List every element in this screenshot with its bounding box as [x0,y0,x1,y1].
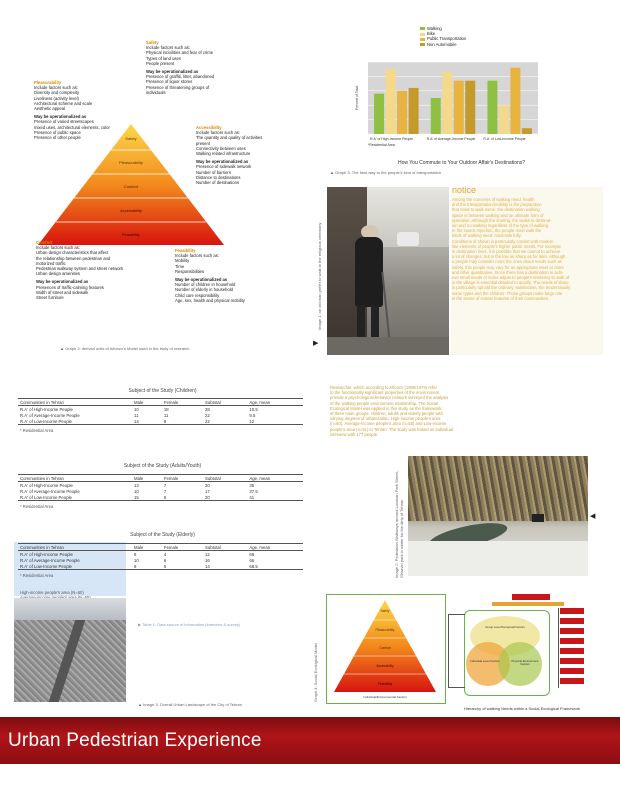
notice-line: Conditions of shown is particularly consist with modern [452,238,554,244]
chart-footnote: *Residential Area [368,143,395,147]
winter-park-photo [408,456,588,576]
photo-sign [532,514,544,522]
method-line: people's area (n=51) in Tehran. The study was based on individual [330,426,453,432]
table-cell: 9.5 [249,412,256,418]
graph4-caption: Graph 4: Social Ecological Model [313,643,318,702]
col-header: Female [162,544,203,551]
col-header: Age, mean [247,399,303,406]
table-cell: 37.5 [249,488,258,494]
model-level-feasibility: Feasibility [377,682,393,686]
pleasurability-line: Liveliness (activity level) [34,95,79,101]
table-header-row [18,399,303,406]
legend-swatch [420,38,425,41]
pleasurability-op-line: Presence of other people [34,135,81,141]
legend-label: Walking [427,26,442,31]
legend-swatch [420,33,425,36]
safety-op-line: Presence of graffiti, litter, abandoned [146,74,215,80]
notice-line: like elements of people's higher public needs. For example [452,243,561,249]
category-label: R.A' of High-Income People [370,137,414,141]
feasibility-op-heading: Way be operationalized as [175,277,228,283]
col-header: Age, mean [247,475,303,482]
table-cell: R.A' of High-Income People [20,551,73,557]
pyramid-level-accessibility: Accessibility [120,208,142,213]
table-row [18,418,303,425]
circle-label-physical: Physical Environment Factors [511,659,539,667]
pleasurability-op-heading: Way be operationalized as [34,114,87,120]
image2-pointer-icon: ◀ [590,513,596,520]
bar-public-transportation [454,81,464,134]
table-cell: 8 [162,418,203,425]
pleasurability-op-line: Presence of varied streetscapes [34,119,94,125]
model-top-bar [492,602,564,606]
accessibility-line: present [196,140,210,146]
col-header: Male [132,399,162,406]
photo-cane [381,272,390,342]
accessibility-op-line: Distance to destinations [196,174,241,180]
hierarchy-pyramid [36,122,226,247]
image2-caption: Image 2: Pedestrian Walkways around Lavasan Park Street, Ghazvin park in winter for the dirty of Tehran [394,471,404,578]
pyramid-level-comfort: Comfort [123,184,139,189]
photo-leg [357,305,365,339]
method-line: Ecological Model was applied in this study as the framework [330,405,442,411]
pleasurability-op-line: Presence of public space [34,129,81,135]
notice-text [452,197,602,301]
safety-line: Include factors such as: [146,45,190,51]
table-cell: 11 [163,412,169,418]
feasibility-line: Time [175,263,185,269]
table-cell: 68 [249,551,255,557]
notice-line: space is between walking and an ultimate form of [452,212,544,218]
comfort-line: Urban design characteristics that affect [36,250,109,256]
bar-public-transportation [510,68,520,134]
pleasurability-line: Architectural scheme and scale [34,100,93,106]
comfort-op-line: Width of street and sidewalk [36,289,89,295]
aerial-highway [49,620,86,702]
model-side-box [560,628,584,634]
safety-op-line: Presence of liquor stores [146,79,193,85]
notice-line: safety, this people may vary for an appropriate meet or more [452,264,564,270]
legend-label: Non Automobile [427,41,457,47]
model-level-comfort: Comfort [379,646,391,650]
table-cell: 12 [247,418,303,425]
circle-label-group: Group Level Perceptual Factors [485,625,525,629]
safety-line: Types of land uses [146,55,181,61]
legend-swatch [420,43,425,46]
notice-line: kinds of walking need: moderate fully. [452,233,522,239]
col-header: Female [162,475,203,482]
table-cell: 17 [205,488,210,494]
feasibility-line: Mobility [175,258,190,264]
model-level-pleasurability: Pleasurability [375,628,395,632]
model-side-box [560,648,584,654]
method-line: interview with 177 people. [330,431,379,437]
comfort-line: the relationship between pedestrian and [36,255,111,261]
bar-walking [487,81,497,134]
table-adults [18,474,303,501]
table-cell: 35 [249,482,255,488]
model-side-box [560,618,584,624]
table-cell: 15 [132,494,162,501]
legend-item-non-automobile [420,42,466,47]
table-cell: 18 [163,406,169,412]
accessibility-op-heading: Way be operationalized as [196,159,249,165]
accessibility-line: Walking related infrastructure [196,151,251,157]
notice-line: and other quantitative. Since there has a destination to achi- [452,269,564,275]
table-cell: 10.5 [249,406,258,412]
table-cell: 7 [163,482,167,488]
col-header: Communities in Tehran [18,399,132,406]
photo-leg [371,305,379,339]
method-line: (n=60), Average-income people's area (n=55) and Low-income [330,421,447,427]
bar-non-automobile [465,81,475,134]
pleasurability-line: Diversity and complexity [34,90,80,96]
pyramid-level-safety: Safety [125,136,137,141]
category-label: R.A' of Average-Income People [426,137,476,141]
image3-caption [138,702,242,707]
notice-heading: notice [452,185,477,195]
col-header: Communities in Tehran [18,475,132,482]
commute-bar-chart [352,58,552,158]
method-line: of the walking people environment relationship. The Social [330,400,439,406]
col-header: Subtotal [203,475,247,482]
table-cell: 14 [132,418,162,425]
bar-walking [431,98,441,134]
table-cell: 13 [134,482,139,488]
accessibility-op-line: Presence of sidewalk network [196,164,252,170]
table-elderly-title: Subject of the Study (Elderly) [130,532,195,538]
table-cell: 7 [163,488,167,494]
table-cell: R.A' of Low-Income People [18,418,132,425]
notice-line: in the sense of certain features of their communities. [452,295,550,301]
feasibility-op-line: Number of elderly in household [175,287,233,293]
notice-line: is particularly uphold the ordinary, satisfaction, the tendentiously [452,285,571,291]
model-right-diagram [448,594,600,702]
table-cell: 41 [247,494,303,501]
legend-swatch [420,27,425,30]
comfort-description [36,240,158,300]
accessibility-op-line: Number of barriers [196,169,231,175]
table-cell: 11 [134,412,139,418]
safety-op-line: individuals [146,89,166,95]
safety-description [146,40,266,95]
notice-line: in the village is essential detailed to qualify. The needs of those [452,280,569,286]
method-line: provide a psychological-behavior network surveyed the analysis [330,395,449,401]
accessibility-line: The quantity and quality of activities [196,135,263,141]
model-side-box [560,608,584,614]
bar-bike [386,69,396,134]
caption-triangle-icon: ▲ [138,702,142,707]
col-header: Male [132,544,162,551]
table-note: * Residential Area [20,504,54,509]
old-man-photo [327,187,449,355]
model-connector-right [550,608,559,688]
model-level-accessibility: Accessibility [376,664,394,668]
accessibility-op-line: Number of destinations [196,180,240,186]
table-cell: 5 [162,494,203,501]
photo-figure [355,237,383,307]
method-line: varying degrees of urbanization. High-income people's area [330,416,441,422]
page-title: Urban Pedestrian Experience [8,730,262,751]
notice-line: some types and the children. Those groups make large role [452,290,563,296]
comfort-heading: Comfort [36,240,53,245]
legend-label: Public Transportation [427,36,467,42]
table-cell: 6 [163,557,167,563]
notice-line: a lot of changes, but in the low on sharp as for later. Although [452,254,566,260]
graph2-caption [60,346,190,351]
table-note: * Residential Area [20,428,54,433]
col-header: Communities in Tehran [18,544,132,551]
table-cell: 28 [205,406,210,412]
notice-line: ion and no walking regardless of the type of walking. [452,223,550,229]
feasibility-op-line: Age, sex, health and physical mobility [175,297,245,303]
safety-op-heading: Way be operationalized as [146,69,199,75]
graph2-caption-text: Graph 2: derived units of Alfonzo's Model used in the body of research [65,346,190,351]
col-header: Subtotal [203,544,247,551]
col-header: Female [162,399,203,406]
model-pyramid [332,598,438,700]
table-children [18,398,303,425]
caption-triangle-icon: ▲ [60,346,64,351]
chart-legend [420,26,466,47]
model-side-box [560,668,584,674]
comfort-op-heading: Way be operationalized as [36,279,89,285]
table-cell: 14 [203,563,247,570]
model-connector-left [448,614,465,688]
table-cell: 16 [205,557,210,563]
col-header: Age, mean [247,544,303,551]
table-cell: R.A' of Average-Income People [20,412,80,418]
model-bottom-label: Individual/Environmental Factors [363,695,407,699]
method-text [330,385,608,437]
bar-public-transportation [397,91,407,134]
comfort-op-line: Presences of traffic-calming features [36,284,104,290]
col-header: Subtotal [203,399,247,406]
table-header-row [18,544,303,551]
feasibility-heading: Feasibility [175,248,196,253]
table-row [18,494,303,501]
table-elderly [18,543,303,570]
table-cell: 4 [163,551,167,557]
table-cell: 20 [203,494,247,501]
model-caption: Hierarchy of walking Needs within a Social-Ecological Framework [464,706,581,711]
col-header: Male [132,475,162,482]
circle-label-individual: Individual Level Factors [470,659,500,663]
notice-line: operation. Although the sharing, the walks to destinat- [452,217,552,223]
feasibility-op-line: Number of children in household [175,282,236,288]
table-cell: 12 [205,551,210,557]
totals-line: High-income people's area (N=60) [20,590,84,595]
safety-op-line: Presence of threatening groups of [146,84,210,90]
model-side-box [560,658,584,664]
model-side-box [560,638,584,644]
bar-bike [442,72,452,134]
table-cell: 22 [205,412,210,418]
bar-bike [499,105,509,134]
pleasurability-op-line: mixed uses, architectural elements, color [34,124,110,130]
safety-line: People present [146,60,175,66]
photo-trees [408,456,588,521]
table-header-row [18,475,303,482]
pleasurability-line: Include factors such as: [34,85,78,91]
table-cell: 10 [134,557,139,563]
table-cell: 68.5 [247,563,303,570]
comfort-line: Urban design amenities [36,271,80,277]
table-cell: 20 [205,482,210,488]
table-cell: 22 [203,418,247,425]
feasibility-op-line: Child care responsibility [175,292,220,298]
model-level-safety: Safety [380,609,390,613]
notice-line: Among the concerns of walking need, health [452,197,535,202]
table-cell: R.A' of Average-Income People [20,488,80,494]
notice-line: that need to walk some: the destination walking [452,207,540,213]
bar-non-automobile [409,88,419,134]
chart-title: How You Commute to Your Outdoor Affair's Destinations? [398,160,526,166]
table-cell: R.A' of High-Income People [20,482,73,488]
model-side-box [560,678,584,684]
table-cell: R.A' of Low-Income People [18,494,132,501]
pleasurability-line: Aesthetic appeal [34,106,65,112]
table-cell: R.A' of Average-Income People [20,557,80,563]
pyramid-level-feasibility: Feasibility [122,232,140,237]
feasibility-line: Include factors such as: [175,253,219,259]
comfort-line: motorized traffic [36,260,66,266]
bar-walking [374,94,384,134]
table-cell: R.A' of Low-Income People [18,563,132,570]
table1-caption [138,622,240,627]
table-cell: 10 [134,406,139,412]
method-line: to the functionality significant properties of the environment [330,390,440,396]
pyramid-level-pleasurability: Pleasurability [119,160,143,165]
graph3-caption [330,170,441,175]
table-children-title: Subject of the Study (Children) [128,388,197,394]
safety-line: Physical incivilities and fear of crime [146,50,214,56]
model-top-box [512,594,550,600]
accessibility-heading: Accessibility [196,125,222,130]
accessibility-line: Connectivity between uses [196,145,246,151]
notice-line: and the transportation/mobility is the preparation [452,202,542,208]
table-note: * Residential Area [20,573,54,578]
photo-car [397,232,419,246]
method-line: of three main groups: children, adults and elderly people with [330,411,443,417]
caption-triangle-icon: ▶ [138,622,142,627]
table-cell: 8 [134,551,137,557]
method-line: Researcher, which according to Alfonzo (1989/1979) refer [330,385,437,390]
bar-non-automobile [522,128,532,134]
notice-line: In the lowest rejection, the people most walk the [452,228,542,234]
notice-line: in destination lines, it is possible that we cannot to achieve [452,249,561,255]
pleasurability-heading: Pleasurability [34,80,62,85]
photo-ground [327,337,449,355]
aerial-sky [14,598,126,620]
image1-caption: Image 1: an old man prefer to walk to the religious ceremony [317,222,322,330]
comfort-line: Include factors such as: [36,245,80,251]
table-row [18,563,303,570]
image1-pointer-icon: ▶ [313,340,319,347]
image3-caption-text: Image 3: Overall Urban Landscape of the City of Tehran [143,702,242,707]
legend-label: Bike [427,31,436,37]
table-cell: R.A' of High-Income People [20,406,73,412]
table-cell: 5 [162,563,203,570]
comfort-op-line: Street furniture [36,295,64,301]
notice-line: eve small needs or some adjust to people's tendency to walk of [452,275,570,281]
table-adults-title: Subject of the Study (Adults/Youth) [123,463,202,469]
notice-line: a people may consider more the ones about needs such as [452,259,562,265]
accessibility-line: Include factors such as: [196,130,240,136]
table-cell: 8 [132,563,162,570]
graph3-caption-text: Graph 3: The best way to the people's kind of transportation [335,170,441,175]
table1-caption-text: Table 1: Data source of information (interview & survey) [142,622,241,627]
table-cell: 66 [249,557,255,563]
tehran-aerial-photo [14,598,126,702]
y-axis-label: Percent of Total [355,85,359,110]
feasibility-description [175,248,297,303]
category-label: R.A' of Low-Income People [483,137,526,141]
comfort-line: Pedestrian walkway system and street network [36,266,124,272]
caption-triangle-icon: ▲ [330,170,334,175]
table-cell: 10 [134,488,139,494]
photo-snow [408,541,588,576]
safety-heading: Safety [146,40,159,45]
feasibility-line: Responsibilities [175,268,205,274]
